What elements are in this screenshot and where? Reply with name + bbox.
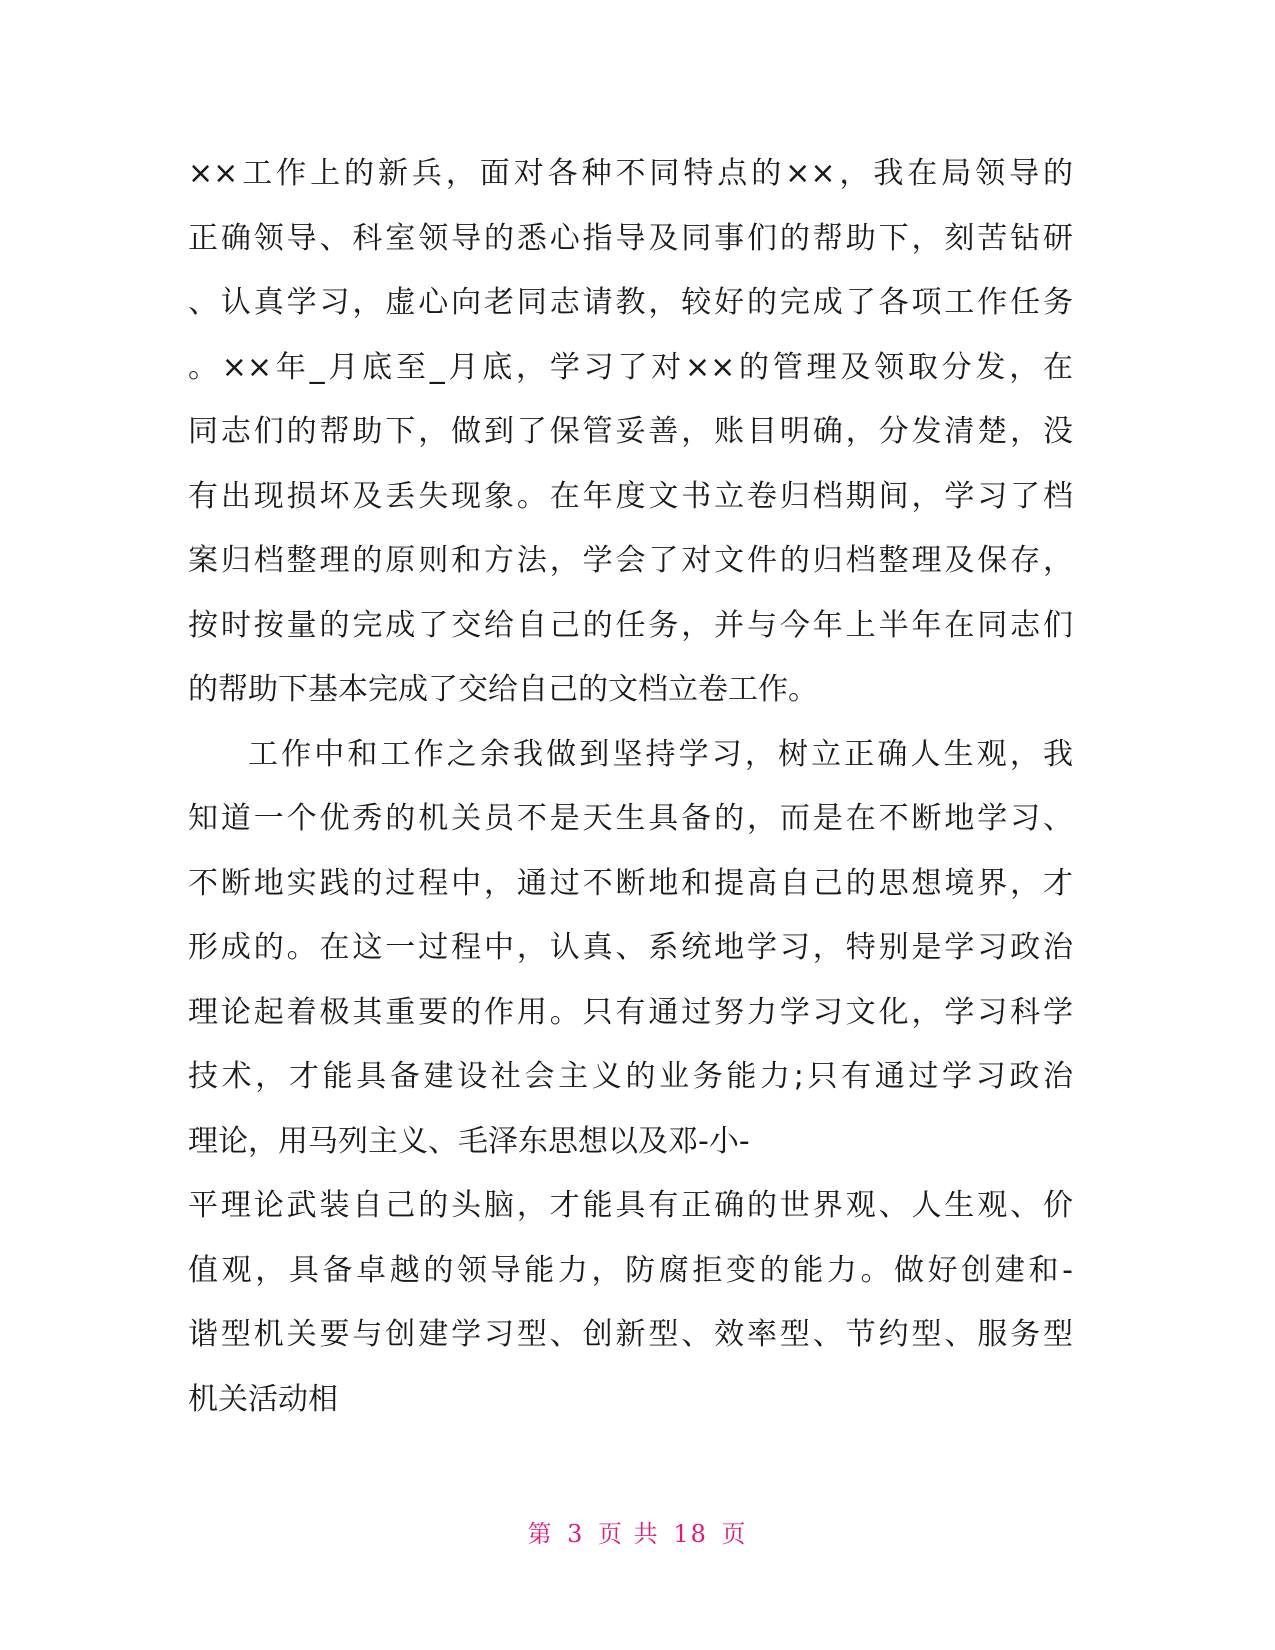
text-line: 案归档整理的原则和方法，学会了对文件的归档整理及保存， (188, 543, 1073, 578)
text-line: 正确领导、科室领导的悉心指导及同事们的帮助下，刻苦钻研 (188, 220, 1073, 256)
text-line: 机关活动相 (188, 1381, 338, 1417)
text-line: 。××年_月底至_月底，学习了对××的管理及领取分发，在 (188, 349, 1073, 385)
text-line: 同志们的帮助下，做到了保管妥善，账目明确，分发清楚，没 (188, 414, 1073, 449)
text-line: 知道一个优秀的机关员不是天生具备的，而是在不断地学习、 (188, 801, 1073, 836)
page-footer (0, 1514, 1275, 1549)
footer-page-number: 3 (567, 1520, 585, 1548)
text-line: 按时按量的完成了交给自己的任务，并与今年上半年在同志们 (188, 607, 1073, 643)
text-line: 的帮助下基本完成了交给自己的文档立卷工作。 (188, 672, 818, 707)
text-line: 、认真学习，虚心向老同志请教，较好的完成了各项工作任务 (188, 285, 1073, 320)
text-line: 有出现损坏及丢失现象。在年度文书立卷归档期间，学习了档 (188, 478, 1073, 514)
document-body (188, 142, 1073, 1432)
footer-middle: 页 共 (598, 1520, 660, 1548)
text-line: 平理论武装自己的头脑，才能具有正确的世界观、人生观、价 (188, 1188, 1073, 1223)
footer-suffix: 页 (721, 1520, 748, 1548)
text-line: 理论起着极其重要的作用。只有通过努力学习文化，学习科学 (188, 994, 1073, 1030)
footer-prefix: 第 (527, 1520, 554, 1548)
text-line: 工作中和工作之余我做到坚持学习，树立正确人生观，我 (248, 736, 1073, 772)
text-line: ××工作上的新兵，面对各种不同特点的××，我在局领导的 (188, 156, 1073, 191)
text-line: 形成的。在这一过程中，认真、系统地学习，特别是学习政治 (188, 930, 1073, 965)
text-line: 谐型机关要与创建学习型、创新型、效率型、节约型、服务型 (188, 1317, 1073, 1352)
text-line: 值观，具备卓越的领导能力，防腐拒变的能力。做好创建和- (188, 1252, 1073, 1288)
footer-total-pages: 18 (673, 1520, 708, 1548)
text-line: 理论，用马列主义、毛泽东思想以及邓-小- (188, 1123, 750, 1159)
text-line: 技术，才能具备建设社会主义的业务能力;只有通过学习政治 (188, 1059, 1073, 1094)
text-line: 不断地实践的过程中，通过不断地和提高自己的思想境界，才 (188, 865, 1073, 901)
